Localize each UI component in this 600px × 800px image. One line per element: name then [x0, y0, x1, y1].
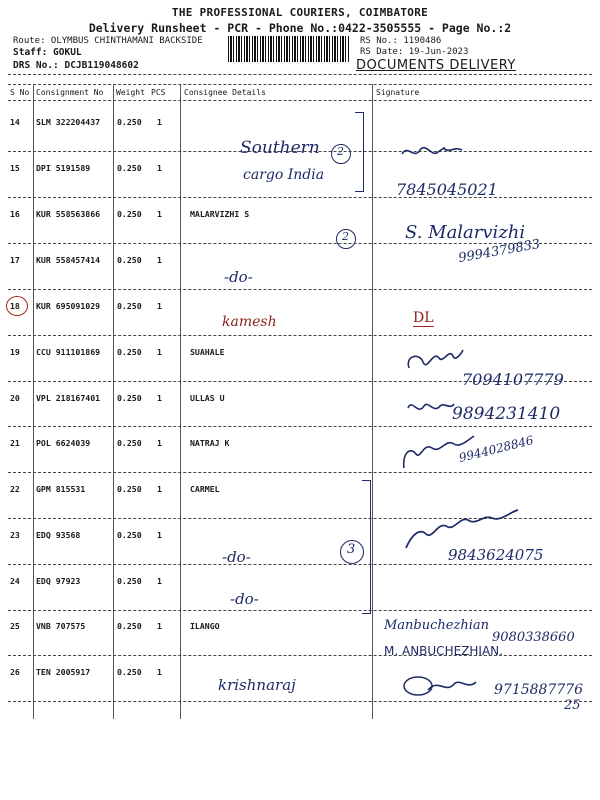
cell-sno: 19	[10, 347, 20, 357]
cell-consignment: SLM 322204437	[36, 117, 101, 127]
cell-pcs: 1	[157, 576, 162, 586]
row-divider	[8, 655, 592, 656]
cell-consignee: ULLAS U	[190, 393, 225, 403]
handwritten-phone: 7845045021	[396, 180, 498, 199]
cell-consignment: KUR 558457414	[36, 255, 101, 265]
cell-consignee: ILANGO	[190, 621, 220, 631]
handwritten-consignee: krishnaraj	[218, 676, 296, 694]
barcode	[228, 36, 350, 62]
group-bracket	[355, 112, 364, 192]
column-rule	[372, 84, 373, 719]
drs-number: DRS No.: DCJB119048602	[13, 60, 139, 71]
handwritten-phone: 9080338660	[492, 630, 575, 645]
row-divider	[8, 472, 592, 473]
row-divider	[8, 426, 592, 427]
cell-pcs: 1	[157, 438, 162, 448]
col-header-weight: Weight	[116, 88, 145, 97]
handwritten-phone: 9715887776	[494, 682, 584, 698]
handwritten-phone: 7094107779	[462, 370, 564, 389]
handwritten-phone: 9894231410	[452, 404, 561, 424]
col-header-sno: S No	[10, 88, 30, 97]
cell-consignee: CARMEL	[190, 484, 220, 494]
cell-pcs: 1	[157, 484, 162, 494]
rs-date: RS Date: 19-Jun-2023	[360, 47, 469, 57]
cell-consignment: DPI 5191589	[36, 163, 91, 173]
row-divider	[8, 610, 592, 611]
handwritten-ditto: -do-	[224, 268, 253, 286]
runsheet-title: Delivery Runsheet - PCR - Phone No.:0422-3505555 - Page No.:2	[88, 21, 512, 35]
cell-weight: 0.250	[117, 301, 142, 311]
row-divider	[8, 197, 592, 198]
cell-weight: 0.250	[117, 393, 142, 403]
divider	[8, 74, 592, 75]
handwritten-signature: S. Malarvizhi	[405, 222, 526, 243]
cell-weight: 0.250	[117, 438, 142, 448]
cell-sno: 14	[10, 117, 20, 127]
cell-pcs: 1	[157, 393, 162, 403]
handwritten-consignee: cargo India	[243, 167, 325, 183]
cell-consignment: VPL 218167401	[36, 393, 101, 403]
staff-label: Staff: GOKUL	[13, 47, 82, 58]
cell-consignee: NATRAJ K	[190, 438, 230, 448]
company-name: THE PROFESSIONAL COURIERS, COIMBATORE	[171, 6, 429, 19]
cell-sno: 25	[10, 621, 20, 631]
col-header-signature: Signature	[376, 88, 420, 97]
route-label: Route: OLYMBUS CHINTHAMANI BACKSIDE	[13, 36, 203, 46]
handwritten-signature: Manbuchezhian	[384, 618, 489, 633]
signature-scribble	[404, 396, 456, 418]
document-type-stamp: DOCUMENTS DELIVERY	[356, 58, 516, 73]
cell-consignment: GPM 815531	[36, 484, 86, 494]
cell-pcs: 1	[157, 347, 162, 357]
group-number: 2	[342, 230, 349, 243]
cell-consignment: EDQ 97923	[36, 576, 81, 586]
cell-weight: 0.250	[117, 667, 142, 677]
column-rule	[113, 84, 114, 719]
cell-weight: 0.250	[117, 347, 142, 357]
cell-consignment: CCU 911101869	[36, 347, 101, 357]
cell-sno: 15	[10, 163, 20, 173]
handwritten-phone: 9994379833	[457, 236, 542, 267]
cell-pcs: 1	[157, 255, 162, 265]
column-rule	[33, 84, 34, 719]
handwritten-consignee: kamesh	[222, 314, 277, 330]
cell-consignment: KUR 695091029	[36, 301, 101, 311]
cell-sno: 23	[10, 530, 20, 540]
cell-weight: 0.250	[117, 255, 142, 265]
group-bracket	[362, 480, 371, 614]
group-number: 3	[347, 542, 356, 557]
cell-sno: 21	[10, 438, 20, 448]
cell-weight: 0.250	[117, 117, 142, 127]
cell-weight: 0.250	[117, 530, 142, 540]
cell-pcs: 1	[157, 209, 162, 219]
row-divider	[8, 564, 592, 565]
cell-sno: 24	[10, 576, 20, 586]
signature-scribble	[398, 672, 478, 700]
cell-sno: 17	[10, 255, 20, 265]
handwritten-ditto: -do-	[230, 590, 259, 608]
handwritten-consignee: Southern	[240, 138, 320, 158]
cell-weight: 0.250	[117, 484, 142, 494]
cell-weight: 0.250	[117, 576, 142, 586]
row-divider	[8, 289, 592, 290]
divider	[8, 84, 592, 85]
handwritten-ditto: -do-	[222, 548, 251, 566]
row-divider	[8, 701, 592, 702]
cell-weight: 0.250	[117, 209, 142, 219]
handwritten-phone: 9944028846	[457, 432, 535, 466]
signature-scribble	[398, 140, 468, 164]
cell-weight: 0.250	[117, 163, 142, 173]
cell-pcs: 1	[157, 667, 162, 677]
cell-consignee: SUAHALE	[190, 347, 225, 357]
row-highlight-circle	[6, 296, 28, 316]
cell-consignee: MALARVIZHI S	[190, 209, 250, 219]
cell-consignment: POL 6624039	[36, 438, 91, 448]
cell-sno: 22	[10, 484, 20, 494]
cell-sno: 18	[10, 301, 20, 311]
col-header-consignee: Consignee Details	[184, 88, 266, 97]
cell-consignment: VNB 707575	[36, 621, 86, 631]
divider	[8, 100, 592, 101]
signature-scribble	[403, 344, 465, 378]
cell-pcs: 1	[157, 530, 162, 540]
cell-sno: 20	[10, 393, 20, 403]
handwritten-name: M. ANBUCHEZHIAN.	[384, 644, 503, 658]
cell-consignment: TEN 2005917	[36, 667, 91, 677]
col-header-pcs: PCS	[151, 88, 166, 97]
handwritten-phone: 9843624075	[448, 546, 544, 564]
cell-consignment: EDQ 93568	[36, 530, 81, 540]
column-rule	[180, 84, 181, 719]
handwritten-mark: DL	[413, 310, 434, 326]
cell-weight: 0.250	[117, 621, 142, 631]
cell-pcs: 1	[157, 621, 162, 631]
handwritten-note: 25	[564, 698, 581, 713]
row-divider	[8, 335, 592, 336]
cell-pcs: 1	[157, 163, 162, 173]
cell-consignment: KUR 558563866	[36, 209, 101, 219]
rs-number: RS No.: 1190486	[360, 36, 442, 46]
cell-sno: 26	[10, 667, 20, 677]
cell-pcs: 1	[157, 301, 162, 311]
col-header-consignment: Consignment No	[36, 88, 104, 97]
cell-sno: 16	[10, 209, 20, 219]
group-number: 2	[337, 145, 344, 158]
cell-pcs: 1	[157, 117, 162, 127]
